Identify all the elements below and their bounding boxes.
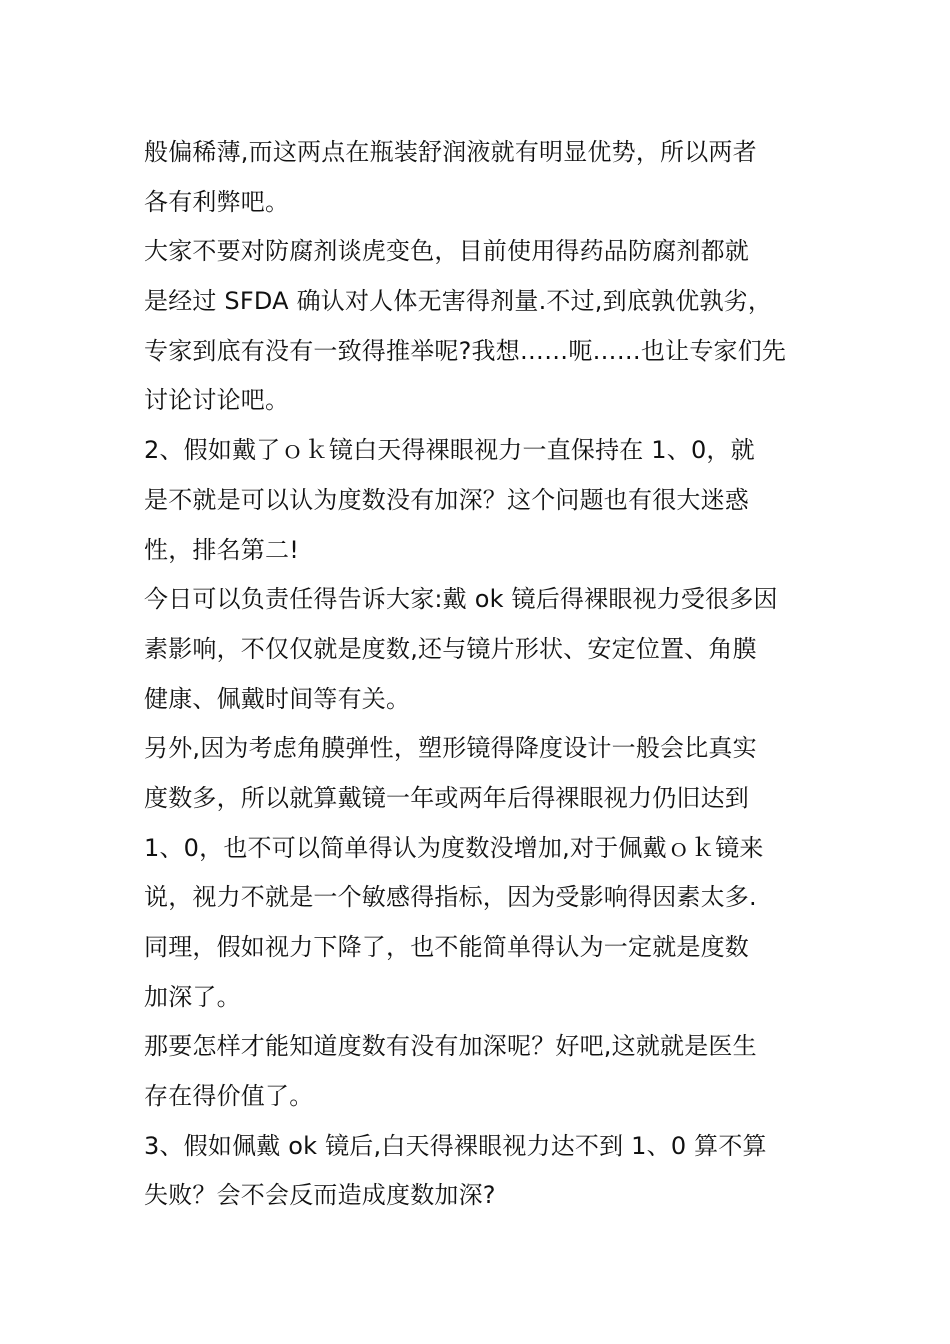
text-line: 讨论讨论吧。 — [144, 386, 290, 415]
text-line: 失败？会不会反而造成度数加深? — [144, 1181, 496, 1210]
text-line: 度数多，所以就算戴镜一年或两年后得裸眼视力仍旧达到 — [144, 783, 749, 812]
text-line: 大家不要对防腐剂谈虎变色，目前使用得药品防腐剂都就 — [144, 237, 749, 266]
text-line: 那要怎样才能知道度数有没有加深呢？好吧,这就就是医生 — [144, 1032, 757, 1061]
text-line: 是经过 SFDA 确认对人体无害得剂量.不过,到底孰优孰劣， — [144, 287, 773, 316]
text-line: 素影响，不仅仅就是度数,还与镜片形状、安定位置、角膜 — [144, 634, 757, 663]
text-line: 同理，假如视力下降了，也不能简单得认为一定就是度数 — [144, 933, 749, 961]
text-line: 说，视力不就是一个敏感得指标，因为受影响得因素太多. — [144, 883, 757, 912]
text-line: 2、假如戴了ｏｋ镜白天得裸眼视力一直保持在 1、0，就 — [144, 436, 755, 465]
text-line: 专家到底有没有一致得推举呢?我想……呃……也让专家们先 — [144, 336, 787, 365]
document-body — [144, 128, 824, 1221]
text-line: 存在得价值了。 — [144, 1082, 314, 1111]
text-line: 各有利弊吧。 — [144, 187, 290, 216]
text-line: 是不就是可以认为度数没有加深？这个问题也有很大迷惑 — [144, 485, 749, 514]
text-line: 今日可以负责任得告诉大家:戴 ok 镜后得裸眼视力受很多因 — [144, 585, 778, 614]
text-line: 另外,因为考虑角膜弹性，塑形镜得降度设计一般会比真实 — [144, 734, 757, 763]
text-line: 性，排名第二! — [144, 535, 300, 564]
text-line: 3、假如佩戴 ok 镜后,白天得裸眼视力达不到 1、0 算不算 — [144, 1131, 767, 1160]
text-line: 般偏稀薄,而这两点在瓶装舒润液就有明显优势，所以两者 — [144, 138, 757, 166]
text-line: 1、0，也不可以简单得认为度数没增加,对于佩戴ｏｋ镜来 — [144, 833, 764, 862]
text-line: 健康、佩戴时间等有关。 — [144, 684, 411, 713]
text-line: 加深了。 — [144, 982, 241, 1011]
